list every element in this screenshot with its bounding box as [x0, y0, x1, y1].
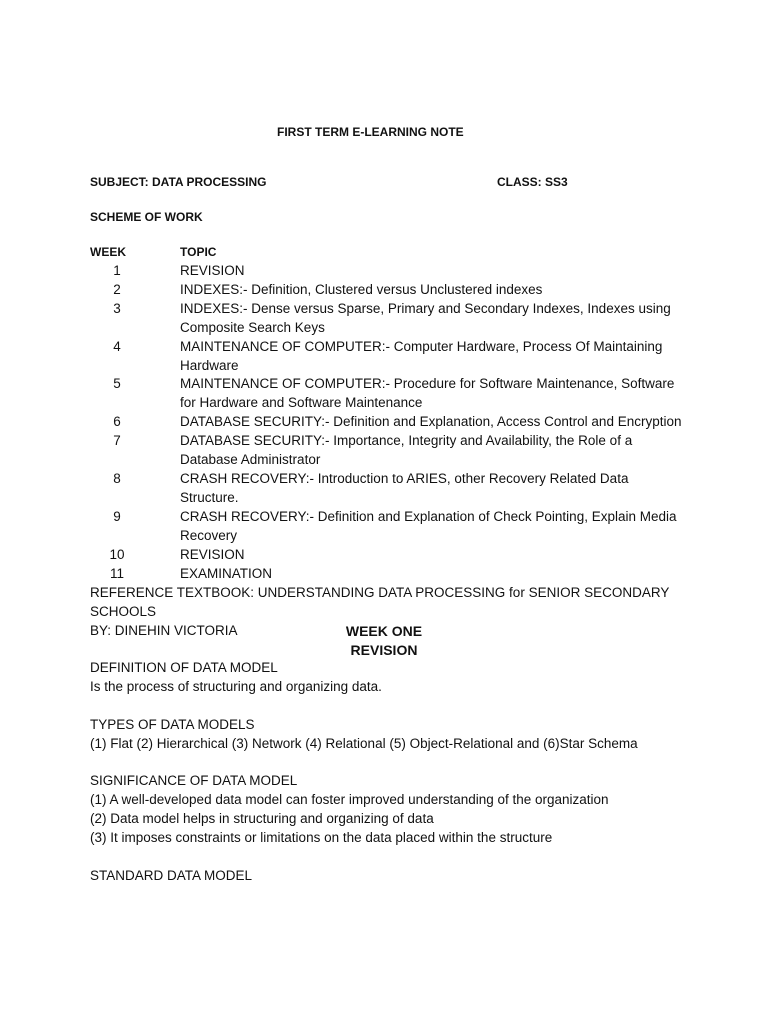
table-row	[90, 375, 690, 413]
table-row	[90, 546, 690, 565]
week-number: 3	[113, 300, 121, 316]
definition-text: Is the process of structuring and organizing data.	[90, 678, 382, 694]
types-heading: TYPES OF DATA MODELS	[90, 716, 255, 732]
week-number: 9	[113, 508, 121, 524]
topic-text: INDEXES:- Definition, Clustered versus Unclustered indexes	[180, 281, 543, 297]
topic-text: MAINTENANCE OF COMPUTER:- Computer Hardware, Process Of Maintaining Hardware	[180, 338, 663, 373]
types-text: (1) Flat (2) Hierarchical (3) Network (4) Relational (5) Object-Relational and (6)Star Schema	[90, 735, 638, 751]
topic-text: REVISION	[180, 263, 245, 278]
table-row	[90, 432, 690, 470]
scheme-heading: SCHEME OF WORK	[90, 210, 203, 224]
week-number: 6	[113, 414, 121, 430]
significance-heading: SIGNIFICANCE OF DATA MODEL	[90, 773, 298, 789]
lesson-content	[90, 659, 690, 886]
topic-text: MAINTENANCE OF COMPUTER:- Procedure for Software Maintenance, Software for Hardware and Software Maintenance	[180, 376, 675, 411]
subject-label: SUBJECT: DATA PROCESSING	[90, 175, 267, 189]
topic-text: INDEXES:- Dense versus Sparse, Primary and Secondary Indexes, Indexes using Composite Search Keys	[180, 300, 671, 335]
definition-heading: DEFINITION OF DATA MODEL	[90, 660, 278, 675]
week-number: 4	[113, 338, 121, 354]
week-heading	[0, 622, 768, 659]
table-row	[90, 565, 690, 584]
column-header-topic: TOPIC	[180, 245, 217, 259]
week-number: 5	[113, 376, 121, 392]
list-item: (2) Data model helps in structuring and organizing of data	[90, 811, 434, 827]
table-row	[90, 338, 690, 376]
table-row	[90, 262, 690, 281]
week-number: 7	[113, 433, 121, 449]
week-number: 2	[113, 281, 121, 297]
topic-text: REVISION	[180, 546, 245, 562]
week-subtitle: REVISION	[350, 641, 418, 658]
week-number: 1	[113, 263, 121, 278]
topic-text: CRASH RECOVERY:- Introduction to ARIES, other Recovery Related Data Structure.	[180, 470, 629, 505]
standard-heading: STANDARD DATA MODEL	[90, 867, 253, 883]
table-row	[90, 470, 690, 508]
column-header-week: WEEK	[90, 245, 126, 259]
scheme-table	[90, 262, 690, 583]
topic-text: DATABASE SECURITY:- Importance, Integrity and Availability, the Role of a Database Administrator	[180, 433, 633, 468]
document-title: FIRST TERM E-LEARNING NOTE	[277, 125, 464, 139]
week-number: 8	[113, 470, 121, 486]
list-item: (1) A well-developed data model can foster improved understanding of the organization	[90, 792, 609, 808]
table-row	[90, 300, 690, 338]
list-item: (3) It imposes constraints or limitations on the data placed within the structure	[90, 830, 553, 846]
week-number: 11	[109, 565, 124, 581]
topic-text: CRASH RECOVERY:- Definition and Explanation of Check Pointing, Explain Media Recovery	[180, 508, 677, 543]
table-row	[90, 413, 690, 432]
week-title: WEEK ONE	[345, 623, 423, 639]
table-row	[90, 281, 690, 300]
topic-text: DATABASE SECURITY:- Definition and Explanation, Access Control and Encryption	[180, 414, 682, 430]
table-row	[90, 508, 690, 546]
topic-text: EXAMINATION	[180, 565, 273, 581]
reference-line: REFERENCE TEXTBOOK: UNDERSTANDING DATA PROCESSING for SENIOR SECONDARY SCHOOLS	[90, 585, 670, 619]
class-label: CLASS: SS3	[497, 175, 568, 189]
reference-author: BY: DINEHIN VICTORIA	[90, 622, 238, 638]
week-number: 10	[109, 546, 125, 562]
